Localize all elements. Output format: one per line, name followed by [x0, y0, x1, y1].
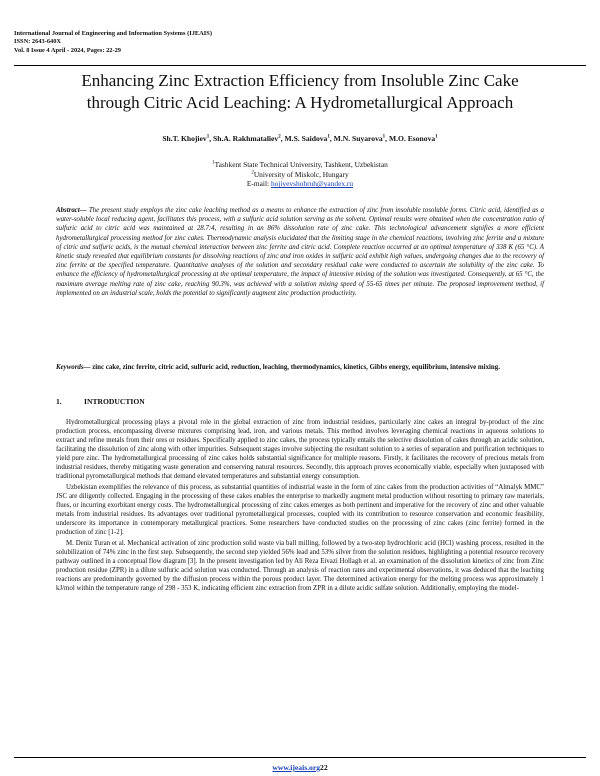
author-name: M.N. Suyarova — [333, 134, 383, 143]
email-link[interactable]: hojiyevshohruh@yandex.ru — [270, 179, 354, 189]
author-affiliation-mark: 1 — [382, 134, 386, 140]
title-line-2: through Citric Acid Leaching: A Hydrometallurgical Approach — [86, 93, 514, 112]
page-footer — [0, 763, 600, 772]
affiliation-text: Tashkent State Technical University, Tashkent, Uzbekistan — [214, 160, 388, 169]
section-heading — [56, 397, 145, 406]
keywords-text: zinc cake, zinc ferrite, citric acid, sulfuric acid, reduction, leaching, thermodynamics, kinetics, Gibbs energy, equilibrium, intensive mixing. — [92, 364, 500, 371]
author-name: M.S. Saidova — [284, 134, 328, 143]
section-number: 1. — [56, 397, 62, 406]
abstract — [56, 206, 544, 298]
footer-url[interactable]: www.ijeais.org — [272, 763, 321, 772]
affiliation-text: University of Miskolc, Hungary — [253, 169, 349, 179]
paragraph: M. Deniz Turan et al. Mechanical activation of zinc production solid waste via ball milling, followed by a two-step hydrochloric acid (HCl) washing process, resulted in the solubilization of 74% zinc in the first step. Subsequently, the second step yielded 56% lead and 53% silver from the solution residues, highlighting a potential resource recovery pathway outlined in a conceptual flow diagram [3]. In the present investigation led by Ali Reza Eivazi Hollagh et al. an examination of the dissolution kinetics of zinc from Zinc production residue (ZPR) in a dilute sulfuric acid solution was conducted. Through an analysis of reaction rates and experimental observations, it was deduced that the leaching reactions are predominantly governed by the diffusion process within the porous product layer. The determined activation energy for the melting process was approximately 1 kJ/mol within the temperature range of 298 - 353 K, indicating efficient zinc extraction from ZPR in a dilute acidic sulfate solution. Additionally, employing the model- — [56, 540, 544, 592]
affiliation-mark: 2 — [251, 170, 254, 176]
body-text — [56, 418, 544, 595]
page-number: 22 — [320, 763, 328, 772]
keywords — [56, 363, 544, 372]
author-affiliation-mark: 1 — [435, 134, 438, 140]
author-name: M.O. Esonova — [388, 134, 436, 143]
journal-volume: Vol. 8 Issue 4 April - 2024, Pages: 22-29 — [14, 46, 121, 54]
affiliation-1 — [20, 160, 580, 170]
author-list: Sh.T. Khojiev$^1$, Sh.A. Rakhmataliev$^2$, M.S. Saidova$^1$, M.N. Suyarova$^1$, M.O. Esonova$^1$ — [162, 134, 438, 143]
email-line — [20, 179, 580, 189]
abstract-text: The present study employs the zinc cake leaching method as a means to enhance the extraction of zinc from insoluble tosoluble forms. Citric acid, identified as a water-soluble local reducing agent, facilitates this process, with a sulfuric acid solution serving as the solvent. Optimal results were obtained when the concentration ratio of sulfuric acid to citric acid was maintained at 28.7:4, resulting in an 86% dissolution rate of zinc cake. This technological advancement signifies a more efficient hydrometallurgical processing method for zinc cakes. Thermodynamic analysis elucidated that the limiting stage in the chemical reactions, involving zinc ferrite and a mixture of citric and sulfuric acids, is the mutual chemical interaction between zinc ferrite and citric acid. Complete reaction occurred at an optimal temperature of 338 K (65 °C). A kinetic study revealed that equilibrium constants for dissolving reactions of zinc and iron oxides in sulfuric acid exhibit high values, undergoing changes due to the recovery of zinc ferrite at the specified temperature. Quantitative analyses of the solution and secondary residual cake were conducted to ascertain the solubility of the zinc cake. To enhance the efficiency of hydrometallurgical processing at the optimal temperature, the impact of intensive mixing of the solution was investigated. Consequently, at 65 °C, the maximum average melting rate of zinc cake, reaching 90.3%, was achieved with a solution mixing speed of 55-65 times per minute. The proposed improvement method, if implemented on an industrial scale, holds the potential to significantly augment zinc production productivity. — [56, 207, 544, 297]
author-name: Sh.A. Rakhmataliev — [213, 134, 279, 143]
affiliation-2 — [20, 170, 580, 180]
paper-title — [20, 70, 580, 114]
author-name: Sh.T. Khojiev — [162, 134, 207, 143]
affiliations — [20, 160, 580, 189]
author-affiliation-mark: 1 — [327, 134, 330, 140]
title-line-1: Enhancing Zinc Extraction Efficiency from Insoluble Zinc Cake — [81, 71, 519, 90]
paragraph: Hydrometallurgical processing plays a pivotal role in the global extraction of zinc from industrial residues, particularly zinc cakes an integral by-product of the zinc production process, encompassing diverse mixtures comprising lead, iron, and various metals. This method involves leveraging chemical reactions in aqueous solutions to extract and refine metals from their ores or residues. Specifically applied to zinc cakes, the process typically entails the selective dissolution of cakes through an acidic solution, facilitating the dissolution of zinc along with other impurities. Subsequent stages involve subjecting the resultant solution to a series of separation and purification techniques to yield pure zinc. The hydrometallurgical processing of zinc cakes holds substantial significance for multiple reasons. Firstly, it facilitates the recovery of precious metals from industrial residues, thereby mitigating waste generation and conserving natural resources. Secondly, this approach proves economically viable, especially when juxtaposed with traditional pyrometallurgical methods that demand elevated temperatures and substantial energy consumption. — [56, 419, 544, 480]
journal-name: International Journal of Engineering and Information Systems (IJEAIS) — [14, 30, 212, 37]
journal-header — [14, 30, 212, 55]
author-affiliation-mark: 1 — [206, 134, 210, 140]
email-label: E-mail: — [246, 179, 270, 189]
section-title: INTRODUCTION — [84, 397, 145, 406]
footer-rule — [14, 757, 586, 758]
affiliation-mark: 1 — [212, 160, 215, 166]
abstract-label: Abstract— — [56, 207, 87, 214]
journal-issn: ISSN: 2643-640X — [14, 38, 62, 46]
author-affiliation-mark: 2 — [278, 134, 281, 140]
header-rule — [14, 65, 586, 66]
keywords-label: Keywords— — [56, 364, 91, 371]
paragraph: Uzbekistan exemplifies the relevance of this process, as substantial quantities of industrial waste in the form of zinc cakes from the production activities of “Almalyk MMC” JSC are diligently collected. Engaging in the processing of these cakes enables the enterprise to markedly augment metal production without resorting to primary raw materials, flues, or incurring exorbitant energy costs. The hydrometallurgical processing of zinc cakes emerges as both pertinent and imperative for the recovery of zinc and other valuable metals from industrial residues. Its advantages over traditional pyrometallurgical processes, coupled with its contribution to resource conservation and economic feasibility, underscore its importance in contemporary metallurgical practices. Some researchers have conducted studies on the processing of zinc cakes (zinc ferrite) formed in the production of zinc [1-2]. — [56, 484, 544, 536]
